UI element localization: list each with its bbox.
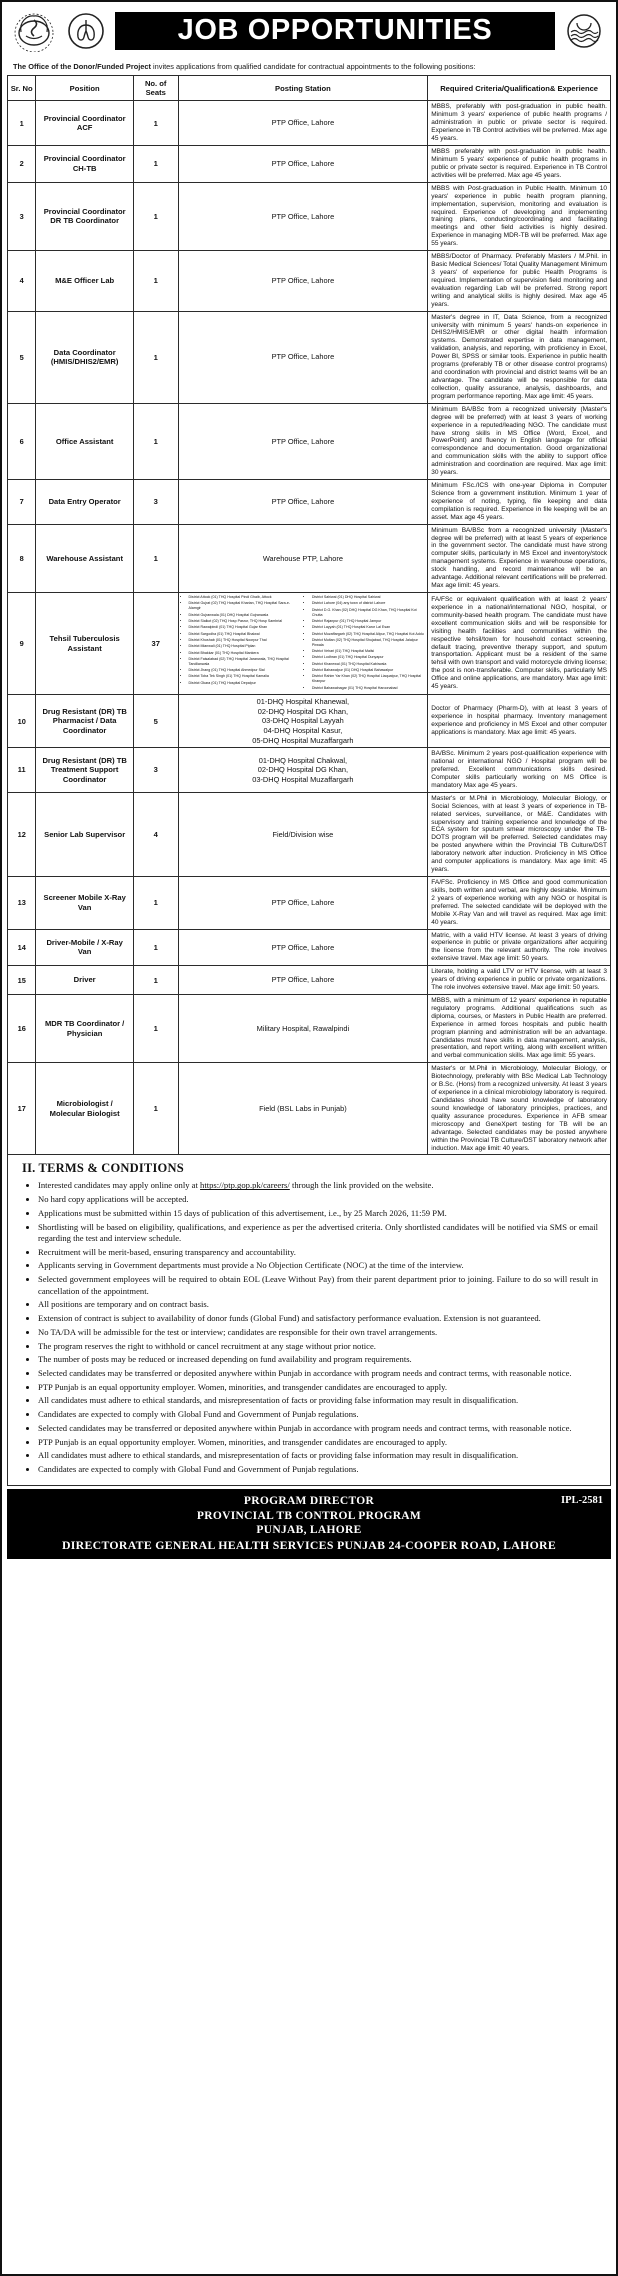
cell-posting-station: Field (BSL Labs in Punjab) <box>178 1063 428 1155</box>
terms-item: • Shortlisting will be based on eligibility, qualifications, and experience as per the advertised criteria. Only shortlisted candidates will be notified via SMS or email regarding the test and interview schedule. <box>38 1222 602 1245</box>
district-item: • District Attock (01) THQ Hospital Pindi Ghaib, Attock <box>189 595 301 600</box>
district-item: • District Lahore (04) any town of district Lahore <box>312 601 424 606</box>
pharmacy-crest-icon <box>11 8 57 54</box>
cell-seats: 1 <box>133 876 178 929</box>
cell-seats: 1 <box>133 146 178 183</box>
cell-sr-no: 10 <box>8 695 36 748</box>
page-title: JOB OPPORTUNITIES <box>115 12 555 50</box>
district-item: • District Rajanpur (01) THQ Hospital Jampur <box>312 619 424 624</box>
terms-item: • PTP Punjab is an equal opportunity employer. Women, minorities, and transgender candidates are encouraged to apply. <box>38 1437 602 1448</box>
table-row <box>8 480 611 525</box>
cell-seats: 1 <box>133 929 178 966</box>
table-row <box>8 966 611 995</box>
cell-seats: 1 <box>133 994 178 1062</box>
district-item: • District Jhang (01) THQ Hospital Ahmedpur Sial <box>189 668 301 673</box>
ipl-code: IPL-2581 <box>561 1494 603 1506</box>
cell-position: M&E Officer Lab <box>36 251 133 311</box>
table-row <box>8 695 611 748</box>
cell-position: Provincial Coordinator ACF <box>36 101 133 146</box>
table-row <box>8 792 611 876</box>
cell-seats: 1 <box>133 966 178 995</box>
cell-criteria: Minimum BA/BSc from a recognized university (Master's degree will be preferred) with at least 5 years of experience in the government sector. The candidate must have strong computer skills, particularly in MS Excel and inventory/stock management systems. Experience in warehouse operations, stock handling, and record maintenance will be an advantage. Additional relevant certifications will be preferred. Max age limit: 45 years. <box>428 524 611 592</box>
intro-paragraph <box>7 58 611 75</box>
footer-line-1: PROGRAM DIRECTOR <box>243 1494 375 1507</box>
district-item: • District Khanewal (01) THQ Hospital Kabirwala <box>312 662 424 667</box>
cell-seats: 4 <box>133 792 178 876</box>
cell-position: Data Coordinator (HMIS/DHIS2/EMR) <box>36 311 133 403</box>
table-header-row <box>8 76 611 101</box>
footer-line-4: DIRECTORATE GENERAL HEALTH SERVICES PUNJAB 24-COOPER ROAD, LAHORE <box>61 1538 557 1552</box>
column-header-seats: No. of Seats <box>133 76 178 101</box>
terms-item: • All candidates must adhere to ethical standards, and misrepresentation of facts or providing false information may result in disqualification. <box>38 1395 602 1406</box>
district-item: • District Rahim Yar Khan (02) THQ Hospital Liaquatpur, THQ Hospital Khanpur <box>312 674 424 684</box>
terms-item: • All candidates must adhere to ethical standards, and misrepresentation of facts or providing false information may result in disqualification. <box>38 1450 602 1461</box>
cell-posting-station: PTP Office, Lahore <box>178 966 428 995</box>
district-item: • District Gujrat (02) THQ Hospital Kharian, THQ Hospital Sara-e-Alamgir <box>189 601 301 611</box>
terms-item: • Selected government employees will be required to obtain EOL (Leave Without Pay) from their parent department prior to joining. Failure to do so will result in cancellation of the appointment. <box>38 1274 602 1297</box>
district-item: • District Layyah (01) THQ Hospital Karor Lal Esan <box>312 625 424 630</box>
posting-station-line: 05-DHQ Hospital Muzaffargarh <box>252 735 354 745</box>
cell-position: Warehouse Assistant <box>36 524 133 592</box>
table-row <box>8 101 611 146</box>
cell-criteria: FA/FSc. Proficiency in MS Office and good communication skills, both written and verbal, are highly desirable. Minimum 2 years of experience working with any NGO or hospital is preferred. The selected candidate will be deployed with the Mobile X-Ray Van and will travel as required. Max age limit: 40 years. <box>428 876 611 929</box>
district-item: • District Gujranwala (01) DHQ Hospital Gujranwala <box>189 613 301 618</box>
cell-position: Tehsil Tuberculosis Assistant <box>36 593 133 695</box>
cell-criteria: Master's or M.Phil in Microbiology, Molecular Biology, or Social Sciences, with at least 3 years of experience in TB-related services, surveillance, or M&E. Candidates with supervisory and training experience and knowledge of the ECA system for sputum smear microscopy under the TB-DOTS program will be preferred. Selected candidates may be posted anywhere within the Provincial TB Culture/DST laboratory network after induction. Proficiency in MS Office and computer applications is mandatory. Max age limit: 45 years. <box>428 792 611 876</box>
posting-station-line: 03-DHQ Hospital Layyah <box>262 716 344 726</box>
cell-criteria: MBBS with Post-graduation in Public Health. Minimum 10 years' experience in public health program planning, implementation, supervision, monitoring and evaluation is required. Experience of developing and implementing training plans, conducting/coordinating and facilitating meetings and other field activities is highly desired. Experience in managing MDR-TB will be preferred. Max age 55 years. <box>428 182 611 250</box>
cell-seats: 1 <box>133 182 178 250</box>
terms-item: • PTP Punjab is an equal opportunity employer. Women, minorities, and transgender candidates are encouraged to apply. <box>38 1382 602 1393</box>
table-row <box>8 748 611 793</box>
cell-sr-no: 11 <box>8 748 36 793</box>
cell-sr-no: 4 <box>8 251 36 311</box>
cell-criteria: Matric, with a valid HTV license. At least 3 years of driving experience in public or private organizations after acquiring the license from the relevant authority. The role involves extensive travel. Max age limit: 50 years. <box>428 929 611 966</box>
careers-portal-link[interactable]: https://ptp.gop.pk/careers/ <box>200 1180 290 1191</box>
terms-item: • No TA/DA will be admissible for the test or interview; candidates are responsible for their own travel arrangements. <box>38 1327 602 1338</box>
cell-sr-no: 13 <box>8 876 36 929</box>
terms-item: • All positions are temporary and on contract basis. <box>38 1299 602 1310</box>
posting-station-line: 04-DHQ Hospital Kasur, <box>263 725 343 735</box>
cell-posting-station <box>178 695 428 748</box>
table-row <box>8 593 611 695</box>
terms-item: • Extension of contract is subject to availability of donor funds (Global Fund) and satisfactory performance evaluation. Extension is not guaranteed. <box>38 1313 602 1324</box>
district-item: • District Okara (01) THQ Hospital Depalpur <box>189 681 301 686</box>
cell-sr-no: 3 <box>8 182 36 250</box>
cell-seats: 1 <box>133 251 178 311</box>
cell-position: Driver-Mobile / X-Ray Van <box>36 929 133 966</box>
cell-position: Driver <box>36 966 133 995</box>
district-item: • District Lodhran (01) THQ Hospital Dunyapur <box>312 655 424 660</box>
cell-position: Provincial Coordinator CH-TB <box>36 146 133 183</box>
district-item: • District Bhakkar (01) THQ Hospital Mankera <box>189 651 301 656</box>
terms-item: • Applications must be submitted within 15 days of publication of this advertisement, i.e., by 25 March 2026, 11:59 PM. <box>38 1208 602 1219</box>
district-item: • District Rawalpindi (01) THQ Hospital Gujar Khan <box>189 625 301 630</box>
table-row <box>8 182 611 250</box>
masthead <box>7 6 611 58</box>
cell-criteria: MBBS/Doctor of Pharmacy. Preferably Masters / M.Phil. in Basic Medical Sciences/ Total Quality Management Minimum 3 years' of experience for public Health Programs is required. Implementation of supervision field monitoring and evaluation regarding Lab will be preferred. Strong report writing and analytical skills is highly desired. Max age 45 years. <box>428 251 611 311</box>
cell-criteria: BA/BSc. Minimum 2 years post-qualification experience with national or international NGO / Hospital program will be preferred. Excellent communications skills desired. Computer skills particularly working on MS Office is mandatory Max age 45 years. <box>428 748 611 793</box>
cell-sr-no: 2 <box>8 146 36 183</box>
cell-sr-no: 15 <box>8 966 36 995</box>
terms-item: • Applicants serving in Government departments must provide a No Objection Certificate (NOC) at the time of the interview. <box>38 1260 602 1271</box>
cell-posting-station: PTP Office, Lahore <box>178 101 428 146</box>
posting-station-line: 02-DHQ Hospital DG Khan, <box>257 706 349 716</box>
district-item: • District Sahiwal (01) DHQ Hospital Sahiwal <box>312 595 424 600</box>
punjab-government-crest-icon <box>561 8 607 54</box>
cell-posting-station: PTP Office, Lahore <box>178 311 428 403</box>
posting-station-line: 01-DHQ Hospital Khanewal, <box>256 697 350 707</box>
cell-position: Senior Lab Supervisor <box>36 792 133 876</box>
posting-station-line: 03-DHQ Hospital Muzaffargarh <box>252 774 354 784</box>
cell-posting-station <box>178 593 428 695</box>
district-column <box>182 595 301 692</box>
posting-station-line: 01-DHQ Hospital Chakwal, <box>258 755 348 765</box>
terms-item: • The number of posts may be reduced or increased depending on fund availability and program requirements. <box>38 1354 602 1365</box>
terms-list <box>16 1180 602 1475</box>
district-item: • District Sargodha (01) THQ Hospital Bhalwal <box>189 632 301 637</box>
footer-line-3: PUNJAB, LAHORE <box>256 1524 362 1537</box>
district-item: • District Toba Tek Singh (01) THQ Hospital Kamalia <box>189 674 301 679</box>
column-header-posting-station: Posting Station <box>178 76 428 101</box>
cell-sr-no: 12 <box>8 792 36 876</box>
district-item: • District Muzaffargarh (02) THQ Hospital Alipur, THQ Hospital Kot Addu <box>312 632 424 637</box>
cell-posting-station: Field/Division wise <box>178 792 428 876</box>
cell-criteria: Doctor of Pharmacy (Pharm-D), with at least 3 years of experience in hospital pharmacy. Inventory management experience and proficiency in MS Excel and other computer applications is mandatory. Max age limit: 45 years. <box>428 695 611 748</box>
footer-block <box>7 1489 611 1559</box>
district-item: • District Faisalabad (02) THQ Hospital Jaranwala, THQ Hospital Tandlianwala <box>189 657 301 667</box>
cell-position: Microbiologist / Molecular Biologist <box>36 1063 133 1155</box>
cell-sr-no: 8 <box>8 524 36 592</box>
cell-seats: 1 <box>133 524 178 592</box>
table-row <box>8 311 611 403</box>
table-row <box>8 876 611 929</box>
table-row <box>8 251 611 311</box>
cell-posting-station: PTP Office, Lahore <box>178 929 428 966</box>
lungs-crest-icon <box>63 8 109 54</box>
cell-sr-no: 6 <box>8 403 36 479</box>
table-row <box>8 994 611 1062</box>
column-header-sr: Sr. No <box>8 76 36 101</box>
district-item: • District Bahawalnagar (01) THQ Hospital Haroonabad <box>312 686 424 691</box>
cell-position: Drug Resistant (DR) TB Treatment Support Coordinator <box>36 748 133 793</box>
terms-item: • Interested candidates may apply online only at https://ptp.gop.pk/careers/ through the link provided on the website. <box>38 1180 602 1191</box>
terms-item: • No hard copy applications will be accepted. <box>38 1194 602 1205</box>
cell-seats: 3 <box>133 748 178 793</box>
intro-office-name: The Office of the Donor/Funded Project <box>13 62 151 71</box>
cell-position: Provincial Coordinator DR TB Coordinator <box>36 182 133 250</box>
cell-sr-no: 14 <box>8 929 36 966</box>
cell-criteria: MBBS preferably with post-graduation in public health. Minimum 5 years' experience of public health programs in public or private sector is required. Experience in TB Control activities will be preferred. Max age 45 years. <box>428 146 611 183</box>
footer-line-2: PROVINCIAL TB CONTROL PROGRAM <box>196 1509 422 1522</box>
table-row <box>8 1063 611 1155</box>
cell-criteria: Minimum FSc./ICS with one-year Diploma in Computer Science from a government institution. Minimum 1 year of experience of noting, typing, file keeping and data compilation is required. Experience in file keeping will be an asset. Max age 45 years. <box>428 480 611 525</box>
cell-posting-station: Warehouse PTP, Lahore <box>178 524 428 592</box>
column-header-criteria: Required Criteria/Qualification& Experience <box>428 76 611 101</box>
cell-posting-station: PTP Office, Lahore <box>178 876 428 929</box>
cell-criteria: FA/FSc or equivalent qualification with at least 2 years' experience in a national/international NGO, hospital, or community-based health program. The candidate must have excellent communication skills and will be responsible for visiting health facilities and communities within the respective tehsil/town for household contact screening, default tracing, preventive therapy support, and sputum transportation. Applicant must be a resident of the same tehsil with own transport and valid motorcycle driving license; the post is non-transferable. Computer skills, particularly MS Office and online applications, are mandatory. Max age limit: 45 years. <box>428 593 611 695</box>
district-posting-list <box>182 595 425 692</box>
terms-item: • Selected candidates may be transferred or deposited anywhere within Punjab in accordance with program needs and contract terms, with reasonable notice. <box>38 1368 602 1379</box>
intro-rest: invites applications from qualified candidate for contractual appointments to the following positions: <box>150 62 476 71</box>
cell-posting-station: PTP Office, Lahore <box>178 182 428 250</box>
table-row <box>8 929 611 966</box>
table-row <box>8 146 611 183</box>
cell-criteria: Literate, holding a valid LTV or HTV license, with at least 3 years of driving experience in public or private organizations. The role involves extensive travel. Max age limit: 50 years. <box>428 966 611 995</box>
cell-posting-station: PTP Office, Lahore <box>178 480 428 525</box>
cell-posting-station: PTP Office, Lahore <box>178 251 428 311</box>
cell-seats: 5 <box>133 695 178 748</box>
table-row <box>8 524 611 592</box>
terms-item: • The program reserves the right to withhold or cancel recruitment at any stage without prior notice. <box>38 1341 602 1352</box>
cell-posting-station: PTP Office, Lahore <box>178 146 428 183</box>
district-column <box>305 595 424 692</box>
cell-sr-no: 1 <box>8 101 36 146</box>
jobs-table-body <box>8 101 611 1155</box>
cell-sr-no: 9 <box>8 593 36 695</box>
district-item: • District Sialkot (02) THQ Hosp Pasrur, THQ Hosp Sambrial <box>189 619 301 624</box>
terms-and-conditions-section <box>7 1155 611 1485</box>
jobs-table <box>7 75 611 1155</box>
cell-position: Drug Resistant (DR) TB Pharmacist / Data Coordinator <box>36 695 133 748</box>
cell-seats: 37 <box>133 593 178 695</box>
cell-posting-station: PTP Office, Lahore <box>178 403 428 479</box>
cell-seats: 1 <box>133 311 178 403</box>
cell-position: Data Entry Operator <box>36 480 133 525</box>
cell-seats: 1 <box>133 1063 178 1155</box>
cell-posting-station: Military Hospital, Rawalpindi <box>178 994 428 1062</box>
cell-criteria: Master's or M.Phil in Microbiology, Molecular Biology, or Biotechnology, preferably with BSc Medical Lab Technology or B.Sc. (Hons) from a recognized university. At least 3 years of experience in a clinical microbiology laboratory is required. Candidates should have sound knowledge of laboratory sound knowledge of laboratory principles, practices, and quality assurance procedures. Experience in AFB smear microscopy and GeneXpert testing for TB will be an advantage. Selected candidates may be posted anywhere within the Provincial TB Culture/DST laboratory network after induction. Max age limit: 40 years. <box>428 1063 611 1155</box>
terms-item: • Selected candidates may be transferred or deposited anywhere within Punjab in accordance with program needs and contract terms, with reasonable notice. <box>38 1423 602 1434</box>
cell-sr-no: 7 <box>8 480 36 525</box>
terms-item: • Candidates are expected to comply with Global Fund and Government of Punjab regulations. <box>38 1464 602 1475</box>
cell-position: Screener Mobile X-Ray Van <box>36 876 133 929</box>
terms-item: • Candidates are expected to comply with Global Fund and Government of Punjab regulations. <box>38 1409 602 1420</box>
table-row <box>8 403 611 479</box>
cell-sr-no: 5 <box>8 311 36 403</box>
cell-criteria: MBBS, with a minimum of 12 years' experience in reputable regulatory programs. Additional qualifications such as diploma, courses, or Masters in Public Health are preferred. Experience in armed forces hospitals and public health program planning and administration will be an advantage. Candidates must have skills in data management, analysis, presentation, and report writing, along with excellent written and verbal communication skills. Max age limit: 55 years. <box>428 994 611 1062</box>
cell-criteria: MBBS, preferably with post-graduation in public health. Minimum 3 years' experience of public health programs / administration in public or private sector is required. Experience in TB Control activities will be preferred. Max age 45 years. <box>428 101 611 146</box>
terms-heading: II. TERMS & CONDITIONS <box>22 1161 184 1176</box>
cell-seats: 3 <box>133 480 178 525</box>
cell-position: MDR TB Coordinator / Physician <box>36 994 133 1062</box>
district-item: • District D.G. Khan (02) DHQ Hospital DG Khan, THQ Hospital Kot Chutta <box>312 608 424 618</box>
district-item: • District Multan (02) THQ Hospital Shujabad, THQ Hospital Jalalpur Pirwala <box>312 638 424 648</box>
cell-position: Office Assistant <box>36 403 133 479</box>
cell-criteria: Master's degree in IT, Data Science, from a recognized university with minimum 5 years' hands-on experience in DHIS2/HMIS/EMR or other digital health information systems. Demonstrated expertise in data management, validation, analysis, and reporting, with proficiency in Excel, Power BI, SPSS or similar tools. Experience in public health programs (preferably TB or other disease control programs) and coordination with provincial and district teams will be an advantage. The candidate will be responsible for data collection, quality assurance, analysis, dashboards, and program performance reporting. Max age limit: 45 years. <box>428 311 611 403</box>
district-item: • District Bahawalpur (01) DHQ Hospital Bahawalpur <box>312 668 424 673</box>
cell-posting-station <box>178 748 428 793</box>
cell-sr-no: 17 <box>8 1063 36 1155</box>
posting-station-line: 02-DHQ Hospital DG Khan, <box>257 765 349 775</box>
district-item: • District Mianwali (01) THQ Hospital Piplan <box>189 644 301 649</box>
cell-sr-no: 16 <box>8 994 36 1062</box>
column-header-position: Position <box>36 76 133 101</box>
cell-criteria: Minimum BA/BSc from a recognized university (Master's degree will be preferred) with at least 3 years of working experience in a reputed/leading NGO. The candidate must have strong skills in MS Office (Word, Excel, and PowerPoint) and fluency in English language for official correspondence and documentation. Good organizational and communication skills with the ability to support office administration and coordination are required. Max age limit: 30 years. <box>428 403 611 479</box>
terms-item: • Recruitment will be merit-based, ensuring transparency and accountability. <box>38 1247 602 1258</box>
cell-seats: 1 <box>133 101 178 146</box>
district-item: • District Vehari (01) THQ Hospital Mailsi <box>312 649 424 654</box>
district-item: • District Khushab (01) THQ Hospital Noorpur Thal <box>189 638 301 643</box>
cell-seats: 1 <box>133 403 178 479</box>
